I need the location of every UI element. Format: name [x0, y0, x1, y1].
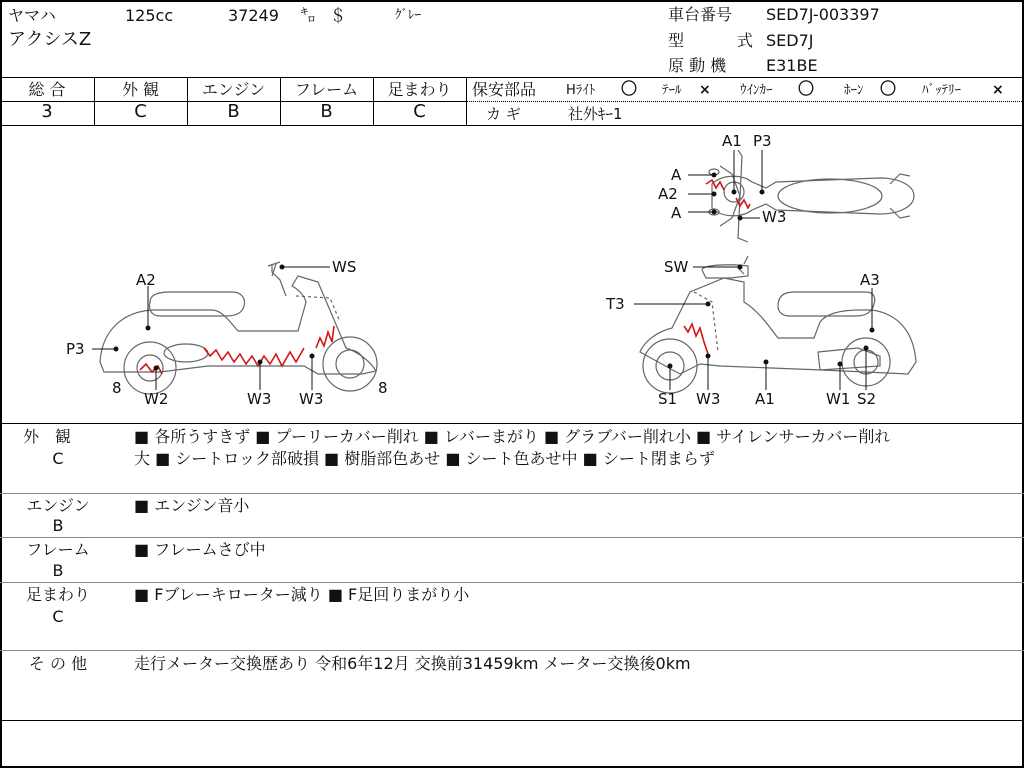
diag-top-label: A — [671, 166, 682, 184]
type-label-2: 式 — [737, 31, 754, 50]
diag-top-label: W3 — [762, 208, 787, 226]
frame-no: SED7J-003397 — [766, 5, 880, 24]
grade-engine: B — [227, 101, 240, 122]
diag-right-label: S1 — [658, 390, 678, 408]
diag-left-label: WS — [332, 258, 357, 276]
diag-top-label: A — [671, 204, 682, 222]
note-line: 大 ■ シートロック部破損 ■ 樹脂部色あせ ■ シート色あせ中 ■ シート閉まらず — [134, 449, 715, 468]
grade-header-exterior: 外 観 — [121, 80, 160, 99]
displacement: 125cc — [125, 6, 174, 25]
diag-top-label: P3 — [753, 132, 772, 150]
safety-horn-mark: 〇 — [880, 79, 897, 98]
engine-value: E31BE — [766, 56, 818, 75]
diag-right-label: T3 — [606, 295, 625, 313]
diag-right-label: A1 — [755, 390, 775, 408]
diag-right-label: W3 — [696, 390, 721, 408]
note-grade-suspension: C — [52, 607, 64, 626]
safety-battery: ﾊﾞｯﾃﾘｰ — [922, 83, 961, 98]
safety-horn: ﾎｰﾝ — [844, 83, 864, 98]
mileage: 37249 — [228, 6, 279, 25]
note-line: ■ フレームさび中 — [134, 540, 266, 559]
note-line: ■ 各所うすきず ■ プーリーカバー削れ ■ レバーまがり ■ グラブバー削れ小 ■ サイレンサーカバー削れ — [134, 427, 891, 446]
diag-right-label: SW — [664, 258, 689, 276]
key-value: 社外ｷｰ1 — [568, 105, 623, 123]
safety-battery-mark: × — [992, 82, 1004, 98]
note-title-engine: エンジン — [26, 496, 90, 515]
grade-header-frame: フレーム — [294, 80, 359, 99]
scooter-top-view — [709, 150, 914, 242]
note-line: ■ Fブレーキローター減り ■ F足回りまがり小 — [134, 585, 470, 604]
diag-left-label: A2 — [136, 271, 156, 289]
model-name: アクシスZ — [8, 29, 92, 50]
note-line: 走行メーター交換歴あり 令和6年12月 交換前31459km メーター交換後0km — [134, 654, 691, 673]
note-title-other: そ の 他 — [28, 654, 88, 673]
grade-suspension: C — [413, 101, 426, 122]
diag-right-label: S2 — [857, 390, 877, 408]
diag-left-label: W2 — [144, 390, 169, 408]
diag-right-label: W1 — [826, 390, 851, 408]
note-grade-frame: B — [52, 561, 64, 580]
diag-left-label: P3 — [66, 340, 85, 358]
note-title-suspension: 足まわり — [25, 585, 90, 604]
grade-exterior: C — [134, 101, 147, 122]
key-label: カ ギ — [486, 105, 521, 123]
diag-left-label: 8 — [112, 379, 122, 397]
type-label-1: 型 — [668, 31, 685, 50]
safety-winker: ｳｲﾝｶｰ — [740, 83, 773, 98]
frame-no-label: 車台番号 — [668, 5, 733, 24]
engine-label: 原 動 機 — [668, 56, 727, 75]
safety-tail: ﾃｰﾙ — [662, 83, 682, 98]
safety-headlight: Hﾗｲﾄ — [566, 83, 596, 98]
grade-header-suspension: 足まわり — [387, 80, 452, 99]
color: ｸﾞﾚｰ — [395, 8, 421, 23]
diag-top-label: A2 — [658, 185, 678, 203]
currency-mark: ＄ — [330, 6, 347, 25]
note-title-frame: フレーム — [26, 540, 90, 559]
diag-right-label: A3 — [860, 271, 880, 289]
diag-left-label: W3 — [247, 390, 272, 408]
diag-top-label: A1 — [722, 132, 742, 150]
damage-marks — [140, 180, 750, 374]
note-line: ■ エンジン音小 — [134, 496, 250, 515]
grade-frame: B — [320, 101, 333, 122]
safety-headlight-mark: 〇 — [621, 79, 638, 98]
safety-label: 保安部品 — [472, 80, 537, 99]
grade-header-overall: 総 合 — [28, 80, 66, 99]
grade-header-engine: エンジン — [201, 80, 266, 99]
diag-left-label: W3 — [299, 390, 324, 408]
note-grade-exterior: C — [52, 449, 64, 468]
mileage-unit: ㌔ — [300, 6, 317, 25]
safety-winker-mark: 〇 — [798, 79, 815, 98]
maker: ヤマハ — [8, 6, 56, 25]
note-grade-engine: B — [52, 516, 64, 535]
diag-left-label: 8 — [378, 379, 388, 397]
grade-overall: 3 — [41, 101, 53, 122]
type-value: SED7J — [766, 31, 814, 50]
damage-diagram — [0, 126, 1024, 423]
note-title-exterior: 外 観 — [22, 427, 71, 446]
safety-tail-mark: × — [699, 82, 711, 98]
